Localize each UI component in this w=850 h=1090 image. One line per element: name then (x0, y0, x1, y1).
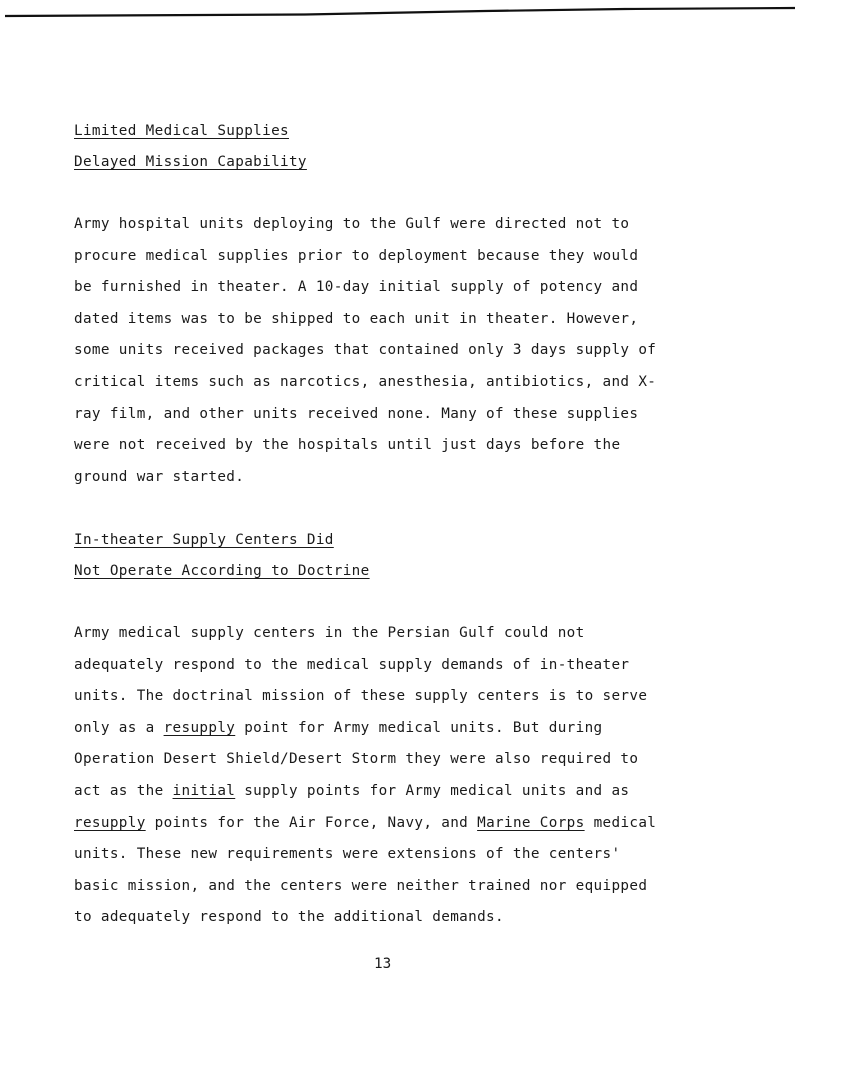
text-line: units. These new requirements were extensions of the centers' (74, 846, 621, 863)
body-paragraph-2 (74, 618, 714, 934)
body-paragraph-1 (74, 209, 714, 493)
section-heading-line-2: Delayed Mission Capability (74, 154, 307, 170)
text-segment: point for Army medical units. But during (235, 719, 603, 736)
text-segment: act as the (74, 782, 173, 799)
top-rule (5, 5, 795, 17)
text-line: ground war started. (74, 468, 245, 485)
text-line: procure medical supplies prior to deployment because they would (74, 247, 639, 264)
text-line: some units received packages that contained only 3 days supply of (74, 342, 657, 359)
text-line: units. The doctrinal mission of these supply centers is to serve (74, 688, 648, 705)
text-line (74, 776, 714, 808)
underlined-term: resupply (163, 719, 236, 736)
text-line: ray film, and other units received none. Many of these supplies (74, 405, 639, 422)
text-line: Army medical supply centers in the Persian Gulf could not (74, 625, 585, 641)
text-segment: medical (584, 814, 657, 831)
section-heading-2-line-1: In-theater Supply Centers Did (74, 532, 334, 548)
text-segment: supply points for Army medical units and as (235, 782, 630, 799)
text-line: Army hospital units deploying to the Gulf were directed not to (74, 216, 630, 232)
underlined-term: Marine Corps (477, 814, 585, 831)
section-heading-line-1: Limited Medical Supplies (74, 123, 289, 139)
text-line: be furnished in theater. A 10-day initial supply of potency and (74, 279, 639, 296)
text-line: basic mission, and the centers were neither trained nor equipped (74, 877, 648, 894)
text-segment: points for the Air Force, Navy, and (145, 814, 478, 831)
underlined-term: resupply (74, 814, 146, 831)
text-line: to adequately respond to the additional demands. (74, 909, 504, 926)
page-number: 13 (374, 956, 392, 972)
section-heading-2-line-2: Not Operate According to Doctrine (74, 563, 370, 579)
text-segment: only as a (74, 719, 164, 736)
text-line: adequately respond to the medical supply demands of in-theater (74, 656, 630, 673)
text-line: were not received by the hospitals until just days before the (74, 437, 621, 454)
text-line: dated items was to be shipped to each unit in theater. However, (74, 310, 639, 327)
underlined-term: initial (172, 782, 236, 799)
text-line (74, 808, 714, 840)
text-line: Operation Desert Shield/Desert Storm they were also required to (74, 751, 639, 768)
text-line: critical items such as narcotics, anesthesia, antibiotics, and X- (74, 373, 657, 390)
text-line (74, 713, 714, 745)
